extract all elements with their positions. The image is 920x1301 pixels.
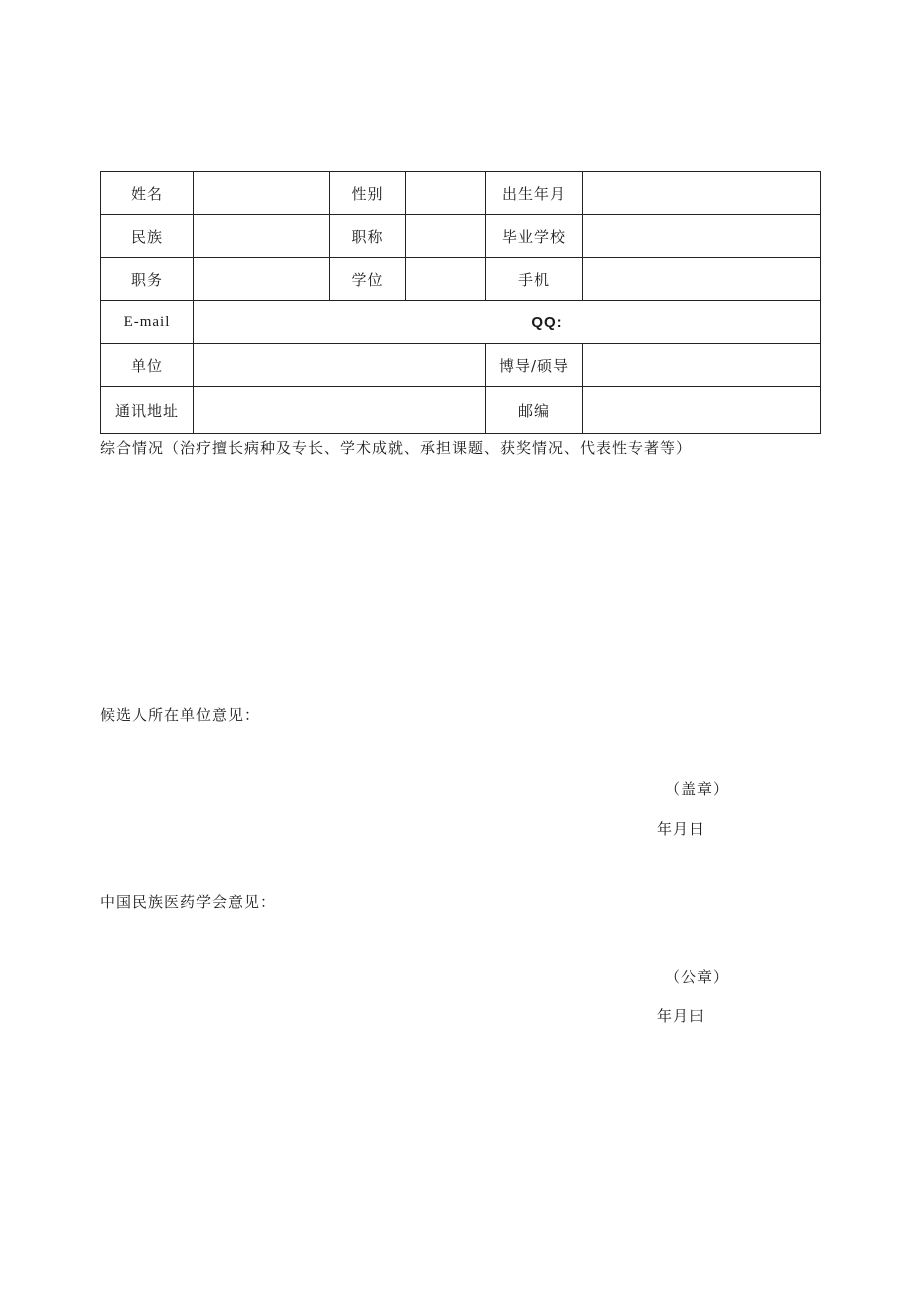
school-field[interactable] [583,215,821,258]
unit-date-text: 年月日 [657,820,706,838]
table-row [101,301,821,344]
degree-label: 学位 [330,258,406,301]
association-opinion-label: 中国民族医药学会意见： [100,893,277,911]
position-field[interactable] [194,258,330,301]
unit-field[interactable] [194,344,486,387]
email-qq-field[interactable]: QQ: [194,301,821,344]
table-row [101,258,821,301]
postcode-field[interactable] [583,387,821,434]
unit-label: 单位 [101,344,194,387]
summary-label: 综合情况（治疗擅长病种及专长、学术成就、承担课题、获奖情况、代表性专著等） [100,439,693,457]
degree-field[interactable] [406,258,486,301]
postcode-label: 邮编 [486,387,583,434]
supervisor-label: 博导/硕导 [486,344,583,387]
school-label: 毕业学校 [486,215,583,258]
birth-label: 出生年月 [486,172,583,215]
name-field[interactable] [194,172,330,215]
position-label: 职务 [101,258,194,301]
name-label: 姓名 [101,172,194,215]
association-date-text: 年月曰 [657,1007,706,1025]
table-row [101,344,821,387]
candidate-info-table [100,171,821,434]
title-field[interactable] [406,215,486,258]
association-seal-text: （公章） [665,968,730,986]
mobile-field[interactable] [583,258,821,301]
ethnicity-field[interactable] [194,215,330,258]
title-label: 职称 [330,215,406,258]
mobile-label: 手机 [486,258,583,301]
supervisor-field[interactable] [583,344,821,387]
gender-label: 性别 [330,172,406,215]
table-row [101,387,821,434]
birth-field[interactable] [583,172,821,215]
unit-seal-text: （盖章） [665,780,730,798]
ethnicity-label: 民族 [101,215,194,258]
table-row [101,215,821,258]
address-label: 通讯地址 [101,387,194,434]
email-label: E-mail [101,301,194,344]
table-row [101,172,821,215]
unit-opinion-label: 候选人所在单位意见： [100,706,261,724]
address-field[interactable] [194,387,486,434]
gender-field[interactable] [406,172,486,215]
